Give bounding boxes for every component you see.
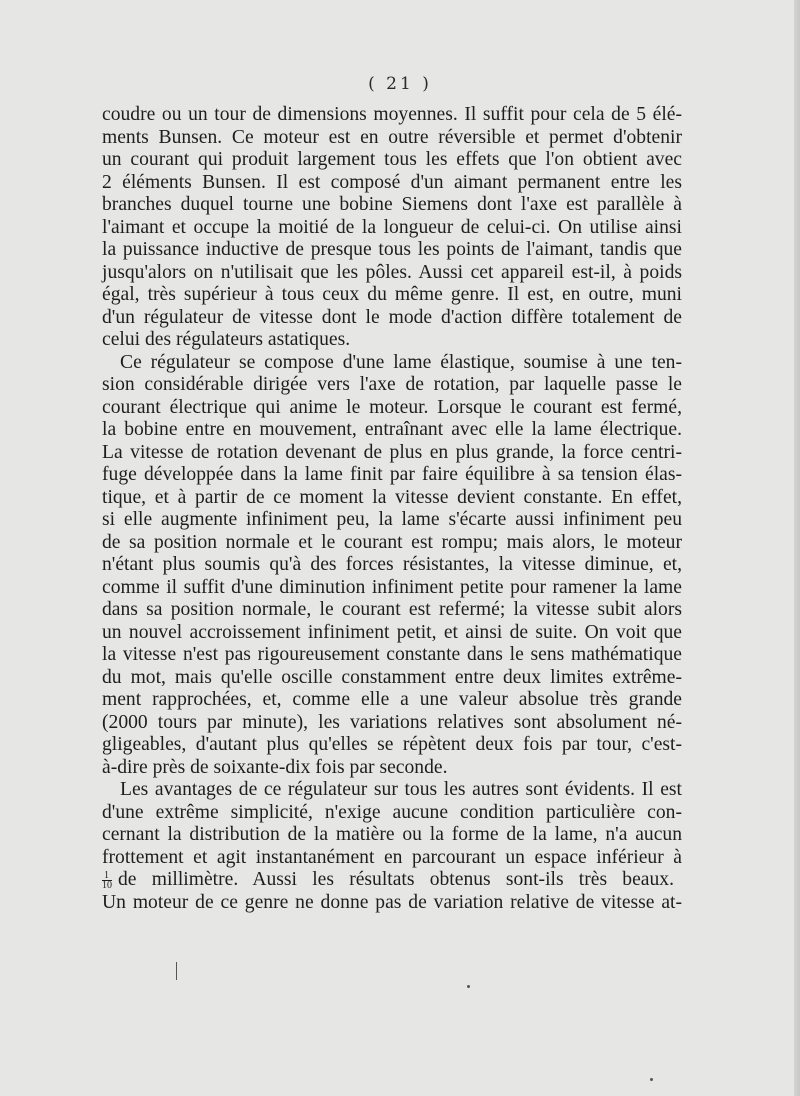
text-line: branches duquel tourne une bobine Siemens dont l'axe est parallèle à xyxy=(102,194,682,215)
text-line: n'étant plus soumis qu'à des forces résistantes, la vitesse diminue, et, xyxy=(102,554,682,575)
text-line: sion considérable dirigée vers l'axe de rotation, par laquelle passe le xyxy=(102,374,682,395)
text-line-with-fraction xyxy=(102,869,682,892)
text-line: 2 éléments Bunsen. Il est composé d'un aimant permanent entre les xyxy=(102,171,682,193)
text-line: si elle augmente infiniment peu, la lame s'écarte aussi infiniment peu xyxy=(102,509,682,530)
text-line: d'une extrême simplicité, n'exige aucune condition particulière con- xyxy=(102,801,682,823)
text-line: dans sa position normale, le courant est refermé; la vitesse subit alors xyxy=(102,599,682,620)
text-line: ment rapprochées, et, comme elle a une valeur absolue très grande xyxy=(102,689,682,710)
ink-speck xyxy=(467,985,470,988)
text-line: à-dire près de soixante-dix fois par seconde. xyxy=(102,756,448,778)
text-line: tique, et à partir de ce moment la vitesse devient constante. En effet, xyxy=(102,486,682,508)
paragraph xyxy=(102,104,682,352)
ink-speck xyxy=(176,962,177,980)
ink-speck xyxy=(650,1078,653,1081)
text-line: d'un régulateur de vitesse dont le mode d'action diffère totalement de xyxy=(102,306,682,328)
paragraph xyxy=(102,352,682,780)
text-line: (2000 tours par minute), les variations relatives sont absolument né- xyxy=(102,711,682,733)
text-line: jusqu'alors on n'utilisait que les pôles. Aussi cet appareil est-il, à poids xyxy=(102,261,682,283)
text-line: La vitesse de rotation devenant de plus en plus grande, la force centri- xyxy=(102,441,682,463)
page-number: ( 21 ) xyxy=(368,74,432,94)
page-edge xyxy=(794,0,800,1096)
text-line: du mot, mais qu'elle oscille constamment entre deux limites extrême- xyxy=(102,666,682,688)
body-text xyxy=(102,104,682,914)
text-line: frottement et agit instantanément en parcourant un espace inférieur à xyxy=(102,846,682,868)
text-line: courant électrique qui anime le moteur. Lorsque le courant est fermé, xyxy=(102,396,682,418)
paragraph xyxy=(102,779,682,914)
text-line: celui des régulateurs astatiques. xyxy=(102,329,351,350)
text-line: cernant la distribution de la matière ou la forme de la lame, n'a aucun xyxy=(102,824,682,845)
text-line: Ce régulateur se compose d'une lame élastique, soumise à une ten- xyxy=(120,351,682,373)
text-line: comme il suffit d'une diminution infiniment petite pour ramener la lame xyxy=(102,576,682,598)
text-line: coudre ou un tour de dimensions moyennes. Il suffit pour cela de 5 élé- xyxy=(102,104,682,125)
text-line: Un moteur de ce genre ne donne pas de variation relative de vitesse at- xyxy=(102,891,682,913)
text-line: la puissance inductive de presque tous les points de l'aimant, tandis que xyxy=(102,239,682,260)
text-line: fuge développée dans la lame finit par faire équilibre à sa tension élas- xyxy=(102,464,682,485)
text-line: de millimètre. Aussi les résultats obtenus sont-ils très beaux. xyxy=(118,869,674,890)
text-line: un courant qui produit largement tous les effets que l'on obtient avec xyxy=(102,149,682,170)
fraction xyxy=(102,871,112,890)
text-line: un nouvel accroissement infiniment petit, et ainsi de suite. On voit que xyxy=(102,621,682,643)
text-line: la vitesse n'est pas rigoureusement constante dans le sens mathématique xyxy=(102,644,682,665)
text-line: gligeables, d'autant plus qu'elles se répètent deux fois par tour, c'est- xyxy=(102,734,682,755)
text-line: l'aimant et occupe la moitié de la longueur de celui-ci. On utilise ainsi xyxy=(102,216,682,238)
text-line: la bobine entre en mouvement, entraînant avec elle la lame électrique. xyxy=(102,419,682,440)
text-line: Les avantages de ce régulateur sur tous les autres sont évidents. Il est xyxy=(120,779,682,800)
text-line: de sa position normale et le courant est rompu; mais alors, le moteur xyxy=(102,531,682,553)
text-line: égal, très supérieur à tous ceux du même genre. Il est, en outre, muni xyxy=(102,284,682,305)
text-line: ments Bunsen. Ce moteur est en outre réversible et permet d'obtenir xyxy=(102,126,682,148)
fraction-numerator: 1 xyxy=(102,871,112,881)
fraction-denominator: 10 xyxy=(102,880,112,891)
